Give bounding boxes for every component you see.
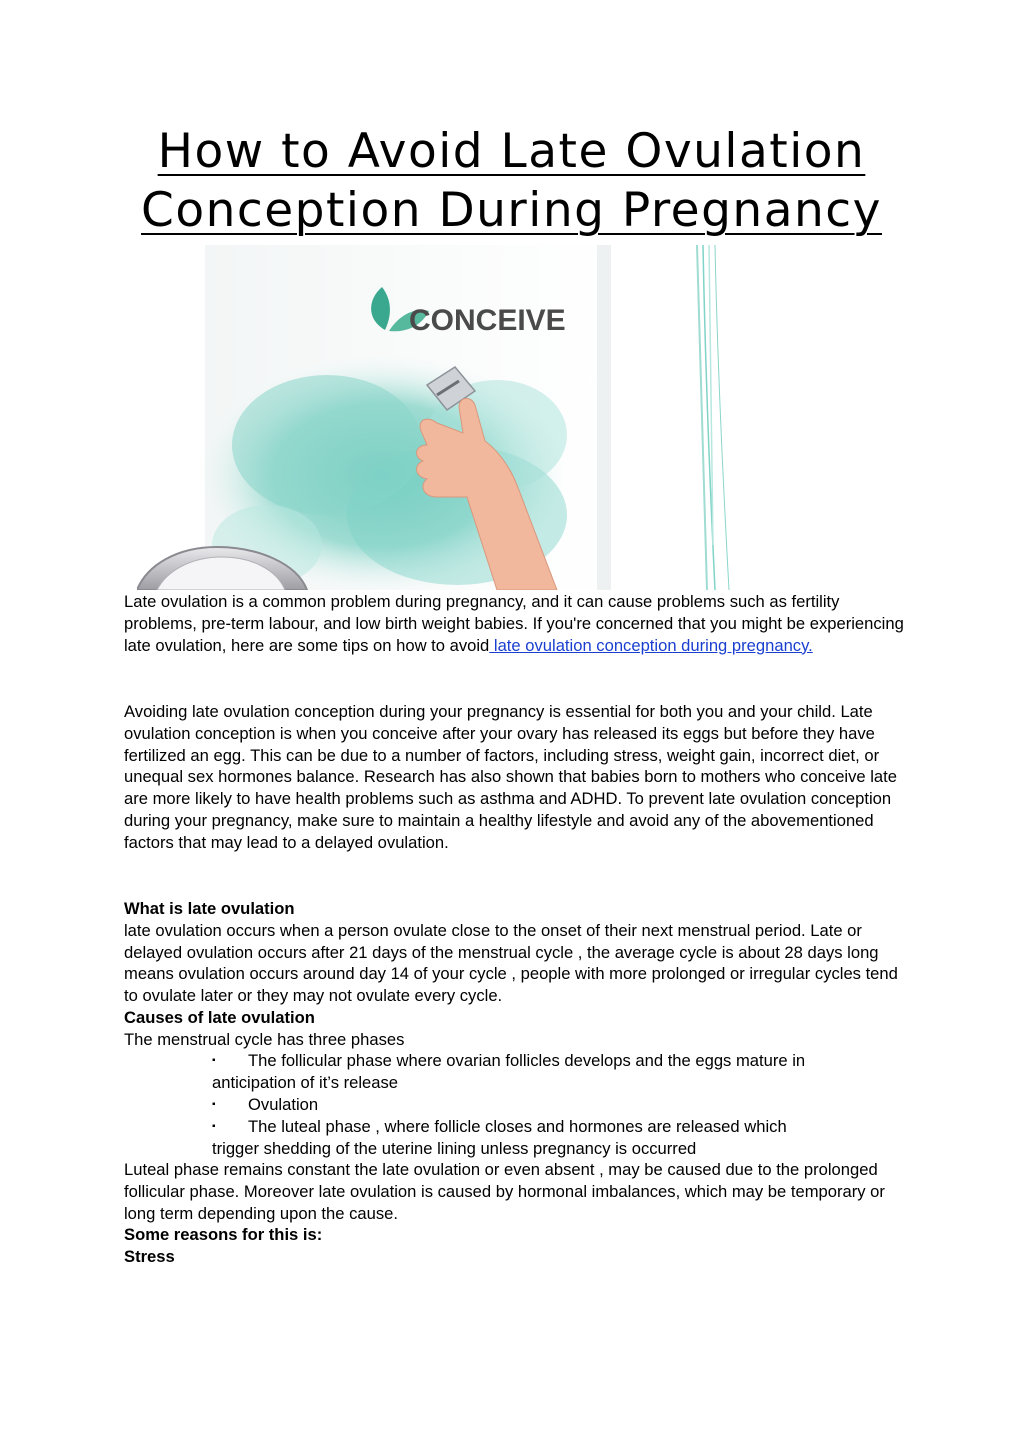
title-line-2: Conception During Pregnancy: [141, 183, 882, 238]
conceive-product-illustration: [137, 245, 751, 590]
bullet-icon: ▪: [212, 1121, 216, 1132]
luteal-paragraph: Luteal phase remains constant the late ovulation or even absent , may be caused due to the prolonged follicular phase. Moreover late ovulation is caused by hormonal imbalances, which may be temporary or long term depending upon the cause.: [124, 1160, 885, 1223]
section-text: late ovulation occurs when a person ovulate close to the onset of their next menstrual period. Late or delayed ovulation occurs after 21 days of the menstrual cycle , the average cycle is about 28 days long means ovulation occurs around day 14 of your cycle , people with more prolonged or irregular cycles tend to ovulate later or they may not ovulate every cycle.: [124, 920, 898, 1006]
list-item: [212, 1116, 902, 1160]
list-item-text: The luteal phase , where follicle closes and hormones are released which: [248, 1117, 787, 1136]
intro-text: Late ovulation is a common problem during pregnancy, and it can cause problems such as fertility problems, pre-term labour, and low birth weight babies. If you're concerned that you might be experiencing late ovulation, here are some tips on how to avoid: [124, 592, 904, 655]
list-item: [212, 1094, 902, 1116]
late-ovulation-link[interactable]: late ovulation conception during pregnancy.: [489, 635, 813, 655]
bullet-icon: ▪: [212, 1055, 216, 1066]
list-item-continuation: trigger shedding of the uterine lining unless pregnancy is occurred: [212, 1138, 697, 1158]
logo-text: CONCEIVE: [409, 304, 566, 337]
hero-image: [137, 245, 751, 590]
list-item-continuation: anticipation of it’s release: [212, 1072, 399, 1092]
reasons-heading: Some reasons for this is:: [124, 1225, 323, 1245]
list-item: [212, 1050, 902, 1094]
causes-intro: The menstrual cycle has three phases: [124, 1029, 405, 1049]
intro-paragraph: [124, 591, 914, 656]
title-line-1: How to Avoid Late Ovulation: [157, 124, 866, 179]
list-item-text: Ovulation: [248, 1095, 319, 1114]
section-after-list: [124, 1159, 914, 1268]
paragraph-avoiding: Avoiding late ovulation conception during your pregnancy is essential for both you and your child. Late ovulation conception is when you conceive after your ovary has released its eggs but before they have fertilized an egg. This can be due to a number of factors, including stress, weight gain, incorrect diet, or unequal sex hormones balance. Research has also shown that babies born to mothers who conceive late are more likely to have health problems such as asthma and ADHD. To prevent late ovulation conception during your pregnancy, make sure to maintain a healthy lifestyle and avoid any of the abovementioned factors that may lead to a delayed ovulation.: [124, 702, 897, 852]
list-item-text: The follicular phase where ovarian follicles develops and the eggs mature in: [248, 1051, 806, 1070]
page-title: [0, 122, 1023, 240]
bullet-icon: ▪: [212, 1099, 216, 1110]
causes-heading: Causes of late ovulation: [124, 1007, 315, 1027]
stress-heading: Stress: [124, 1247, 175, 1267]
section-heading: What is late ovulation: [124, 899, 295, 918]
section-what-is-late-ovulation: [124, 898, 914, 1051]
